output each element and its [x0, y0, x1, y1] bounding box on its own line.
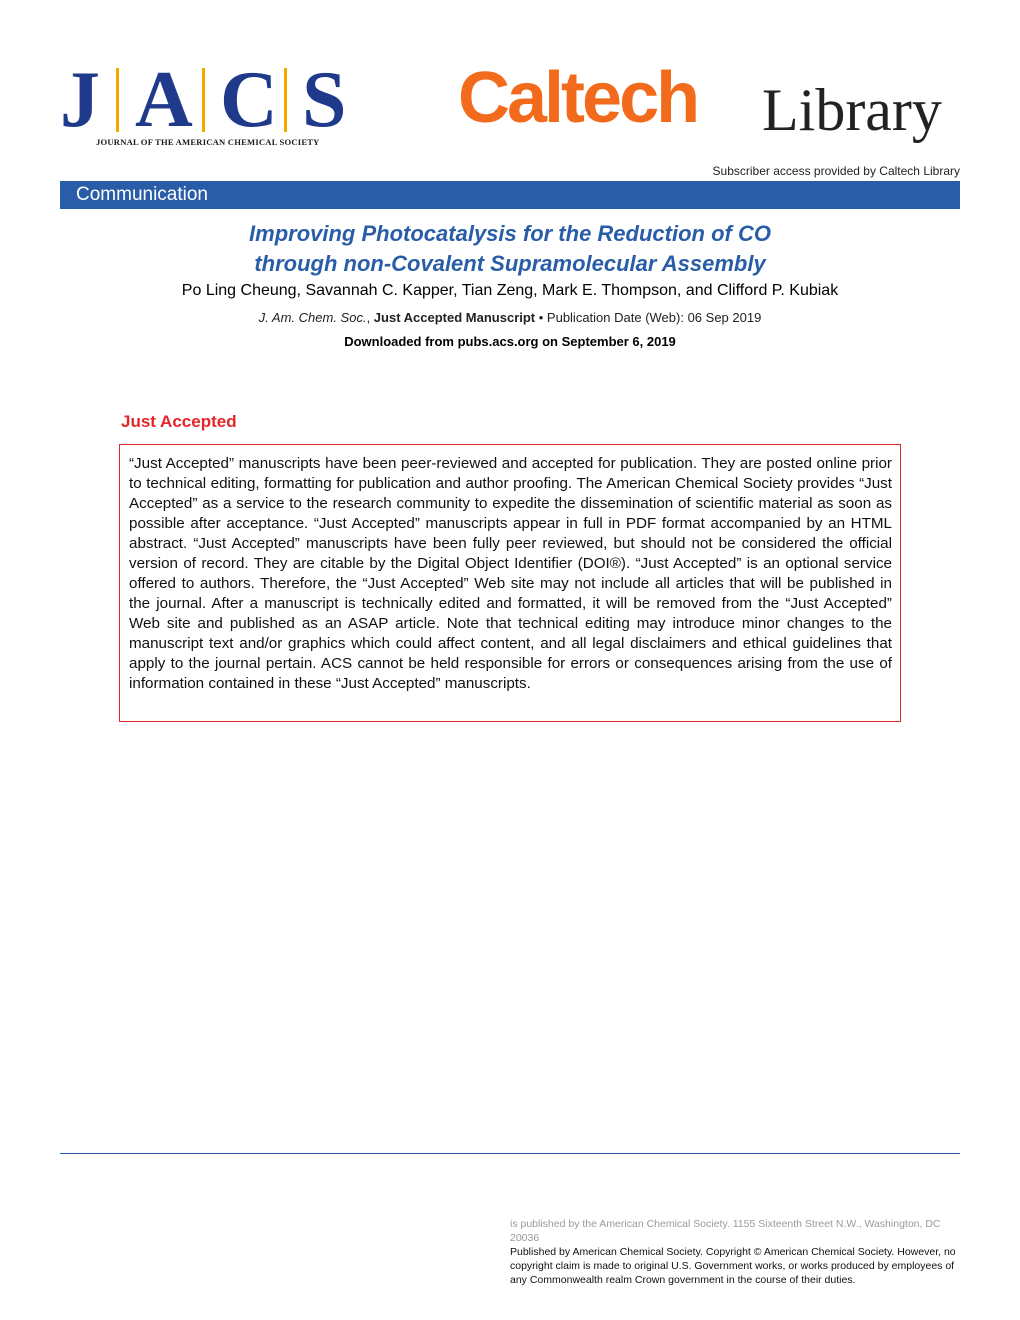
just-accepted-notice-box	[119, 444, 901, 722]
section-bar	[60, 181, 960, 209]
jacs-divider	[202, 68, 205, 132]
jacs-divider	[116, 68, 119, 132]
jacs-letter-a: A	[135, 56, 193, 144]
copyright-notice: Published by American Chemical Society. Copyright © American Chemical Society. However, no copyright claim is made to original U.S. Government works, or works produced by employees of any Commonwealth realm Crown government in the course of their duties.	[510, 1246, 956, 1286]
article-title	[60, 219, 960, 279]
jacs-letter-c: C	[220, 56, 278, 144]
title-line-2: through non-Covalent Supramolecular Assembly	[254, 251, 766, 276]
footer-publisher-info	[510, 1217, 960, 1287]
subscriber-access-note: Subscriber access provided by Caltech Library	[712, 164, 960, 178]
download-note: Downloaded from pubs.acs.org on September 6, 2019	[344, 334, 676, 349]
jacs-letter-j: J	[60, 56, 100, 144]
section-label: Communication	[76, 184, 208, 205]
jacs-logo	[60, 56, 360, 152]
citation-separator: ,	[366, 310, 374, 325]
just-accepted-notice-text: “Just Accepted” manuscripts have been peer-reviewed and accepted for publication. They are posted online prior to technical editing, formatting for publication and author proofing. The American Chemical Society provides “Just Accepted” as a service to the research community to expedite the dissemination of scientific material as soon as possible after acceptance. “Just Accepted” manuscripts appear in full in PDF format accompanied by an HTML abstract. “Just Accepted” manuscripts have been fully peer reviewed, but should not be considered the official version of record. They are citable by the Digital Object Identifier (DOI®). “Just Accepted” is an optional service offered to authors. Therefore, the “Just Accepted” Web site may not include all articles that will be published in the journal. After a manuscript is technically edited and formatted, it will be removed from the “Just Accepted” Web site and published as an ASAP article. Note that technical editing may introduce minor changes to the manuscript text and/or graphics which could affect content, and all legal disclaimers and ethical guidelines that apply to the journal pertain. ACS cannot be held responsible for errors or consequences arising from the use of information contained in these “Just Accepted” manuscripts.	[129, 455, 892, 692]
jacs-subtitle: JOURNAL OF THE AMERICAN CHEMICAL SOCIETY	[96, 137, 320, 147]
journal-name: J. Am. Chem. Soc.	[258, 310, 367, 325]
caltech-wordmark: Caltech	[458, 58, 698, 138]
citation-line	[60, 310, 960, 325]
publisher-address: is published by the American Chemical Society. 1155 Sixteenth Street N.W., Washington, DC 20036	[510, 1218, 941, 1244]
jacs-letter-s: S	[302, 56, 347, 144]
jacs-divider	[284, 68, 287, 132]
manuscript-status: Just Accepted Manuscript	[373, 310, 536, 325]
title-line-1: Improving Photocatalysis for the Reduction of CO	[249, 221, 771, 246]
caltech-library-logo	[458, 58, 968, 154]
library-wordmark: Library	[762, 77, 942, 143]
footer-divider	[60, 1153, 960, 1154]
author-list: Po Ling Cheung, Savannah C. Kapper, Tian Zeng, Mark E. Thompson, and Clifford P. Kubiak	[181, 282, 839, 299]
just-accepted-heading: Just Accepted	[121, 412, 237, 431]
publication-date: • Publication Date (Web): 06 Sep 2019	[535, 310, 762, 325]
